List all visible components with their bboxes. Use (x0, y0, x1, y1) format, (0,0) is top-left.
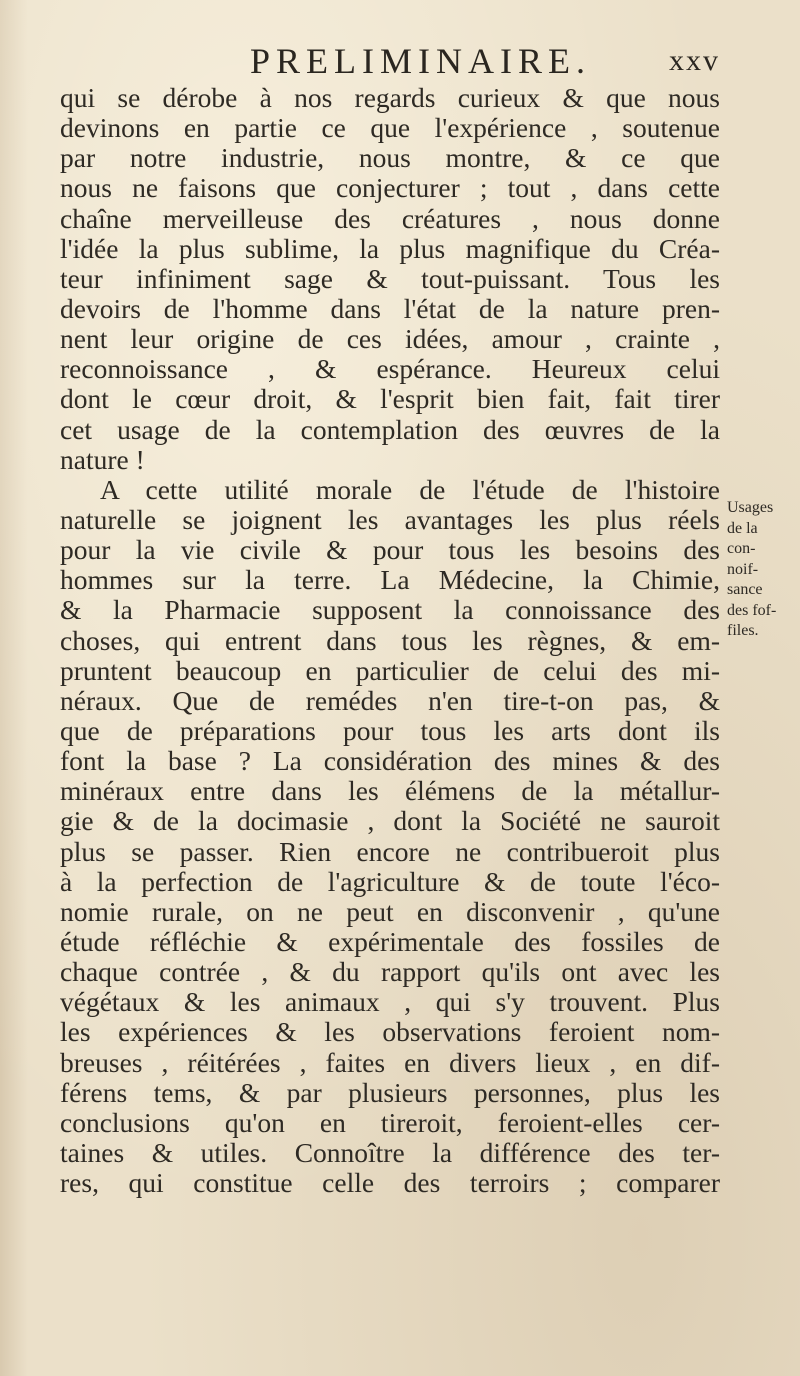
text-line: pruntent beaucoup en particulier de celui des mi- (60, 654, 720, 686)
text-line: taines & utiles. Connoître la différence des ter- (60, 1136, 720, 1168)
text-line: férens tems, & par plusieurs personnes, plus les (60, 1076, 720, 1108)
text-line: A cette utilité morale de l'étude de l'histoire (100, 473, 720, 505)
text-line: chaîne merveilleuse des créatures , nous donne (60, 202, 720, 234)
marginal-note-line: files. (727, 622, 759, 639)
page-number: xxv (669, 44, 720, 77)
text-line: par notre industrie, nous montre, & ce que (60, 142, 720, 174)
text-line: reconnoissance , & espérance. Heureux celui (60, 353, 720, 385)
text-line: res, qui constitue celle des terroirs ; comparer (60, 1167, 720, 1199)
text-line: que de préparations pour tous les arts dont ils (60, 714, 720, 746)
text-line: végétaux & les animaux , qui s'y trouvent. Plus (60, 986, 720, 1018)
text-line: pour la vie civile & pour tous les besoins des (60, 534, 720, 566)
text-line: nature ! (60, 443, 145, 475)
text-line: qui se dérobe à nos regards curieux & que nous (60, 82, 720, 113)
marginal-note (727, 498, 797, 642)
text-line: devoirs de l'homme dans l'état de la nature pren- (60, 292, 720, 324)
text-line: & la Pharmacie supposent la connoissance des (60, 594, 720, 626)
page-header (250, 40, 720, 80)
text-line: cet usage de la contemplation des œuvres de la (60, 413, 720, 445)
text-line: hommes sur la terre. La Médecine, la Chimie, (60, 564, 720, 596)
text-line: à la perfection de l'agriculture & de toute l'éco- (60, 865, 720, 897)
body-text (60, 83, 720, 1198)
text-line: font la base ? La considération des mines & des (60, 745, 720, 777)
text-line: breuses , réitérées , faites en divers lieux , en dif- (60, 1046, 720, 1078)
text-line: devinons en partie ce que l'expérience , soutenue (60, 112, 720, 144)
text-line: les expériences & les observations feroient nom- (60, 1016, 720, 1048)
marginal-note-line: de la (727, 519, 758, 537)
text-line: gie & de la docimasie , dont la Société ne sauroit (60, 805, 720, 837)
text-line: étude réfléchie & expérimentale des fossiles de (60, 925, 720, 957)
text-line: nent leur origine de ces idées, amour , crainte , (60, 323, 720, 355)
text-line: conclusions qu'on en tireroit, feroient-elles cer- (60, 1106, 720, 1138)
text-line: néraux. Que de remédes n'en tire-t-on pas, & (60, 684, 720, 716)
marginal-note-line: Usages (727, 499, 774, 516)
marginal-note-line: con- (727, 540, 756, 557)
marginal-note-line: noif- (727, 560, 759, 578)
running-title: PRELIMINAIRE. (250, 41, 591, 81)
text-line: plus se passer. Rien encore ne contribueroit plus (60, 835, 720, 867)
text-line: nomie rurale, on ne peut en disconvenir , qu'une (60, 895, 720, 927)
text-line: minéraux entre dans les élémens de la métallur- (60, 775, 720, 807)
text-line: nous ne faisons que conjecturer ; tout , dans cette (60, 172, 720, 204)
text-line: dont le cœur droit, & l'esprit bien fait, fait tirer (60, 383, 720, 415)
text-line: l'idée la plus sublime, la plus magnifique du Créa- (60, 232, 720, 264)
text-line: teur infiniment sage & tout-puissant. Tous les (60, 262, 720, 294)
marginal-note-line: sance (727, 581, 763, 598)
text-line: choses, qui entrent dans tous les règnes, & em- (60, 624, 720, 656)
text-line: naturelle se joignent les avantages les plus réels (60, 503, 720, 535)
marginal-note-line: des fof- (727, 601, 777, 619)
text-line: chaque contrée , & du rapport qu'ils ont avec les (60, 956, 720, 988)
